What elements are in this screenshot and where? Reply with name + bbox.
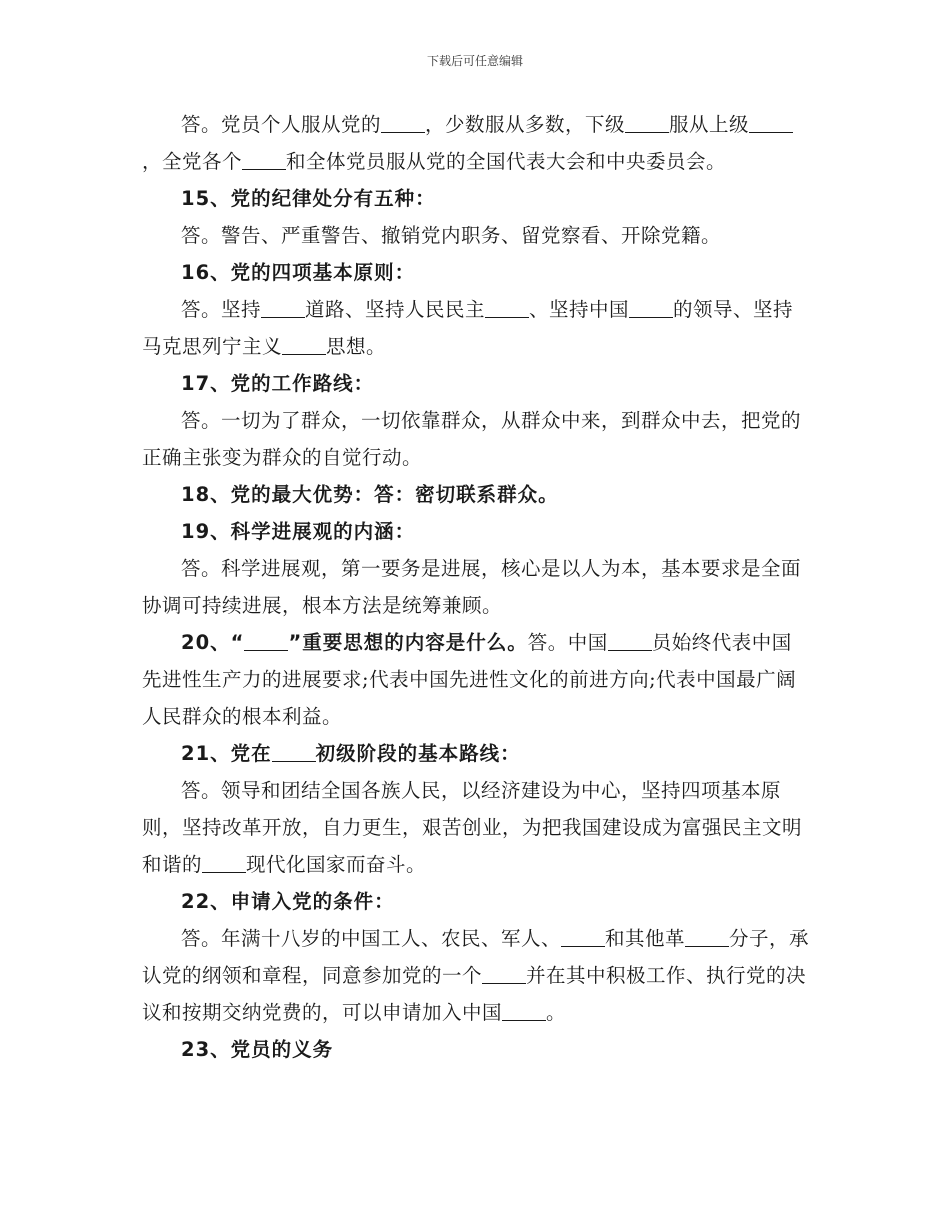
fill-blank (561, 926, 605, 947)
question-23: 23、党员的义务 (181, 1038, 334, 1061)
answer-14: 答。党员个人服从党的 ，少数服从多数，下级 服从上级，全党各个 和全体党员服从党的全国代表大会和中央委员会。 (142, 106, 810, 180)
fill-blank (261, 297, 305, 318)
question-21: 21、党在 初级阶段的基本路线： (181, 742, 521, 765)
fill-blank (502, 1000, 546, 1021)
question-16: 16、党的四项基本原则： (181, 261, 416, 284)
fill-blank (202, 852, 246, 873)
fill-blank (625, 112, 669, 133)
question-17: 17、党的工作路线： (181, 372, 375, 395)
fill-blank (381, 112, 425, 133)
answer-15: 答。警告、严重警告、撤销党内职务、留党察看、开除党籍。 (181, 224, 722, 247)
document-body (142, 106, 810, 1068)
page-header: 下载后可任意编辑 (426, 54, 523, 68)
question-22: 22、申请入党的条件： (181, 890, 395, 913)
answer-20: 答。中国 员始终代表中国先进性生产力的进展要求;代表中国先进性文化的前进方向;代表中国最广阔人民群众的根本利益。 (142, 631, 797, 728)
fill-blank (272, 741, 316, 762)
fill-blank (685, 926, 729, 947)
fill-blank (629, 297, 673, 318)
answer-21: 答。领导和团结全国各族人民，以经济建设为中心，坚持四项基本原则，坚持改革开放，自力更生，艰苦创业，为把我国建设成为富强民主文明和谐的 现代化国家而奋斗。 (142, 779, 803, 876)
fill-blank (244, 630, 288, 651)
fill-blank (485, 297, 529, 318)
answer-16: 答。坚持 道路、坚持人民民主 、坚持中国 的领导、坚持马克思列宁主义 思想。 (142, 298, 794, 358)
fill-blank (282, 334, 326, 355)
answer-22: 答。年满十八岁的中国工人、农民、军人、 和其他革 分子，承认党的纲领和章程，同意参加党的一个 并在其中积极工作、执行党的决议和按期交纳党费的，可以申请加入中国 。 (142, 927, 810, 1024)
question-20: 20、“ ”重要思想的内容是什么。 (181, 631, 528, 654)
fill-blank (749, 112, 793, 133)
answer-19: 答。科学进展观，第一要务是进展，核心是以人为本，基本要求是全面协调可持续进展，根本方法是统筹兼顾。 (142, 557, 802, 617)
question-19: 19、科学进展观的内涵： (181, 520, 416, 543)
fill-blank (482, 963, 526, 984)
question-15: 15、党的纪律处分有五种： (181, 187, 436, 210)
answer-17: 答。一切为了群众，一切依靠群众，从群众中来，到群众中去，把党的正确主张变为群众的自觉行动。 (142, 409, 802, 469)
question-answer-20 (142, 624, 810, 735)
fill-blank (242, 149, 286, 170)
question-18: 18、党的最大优势：答：密切联系群众。 (181, 483, 559, 506)
fill-blank (608, 630, 652, 651)
